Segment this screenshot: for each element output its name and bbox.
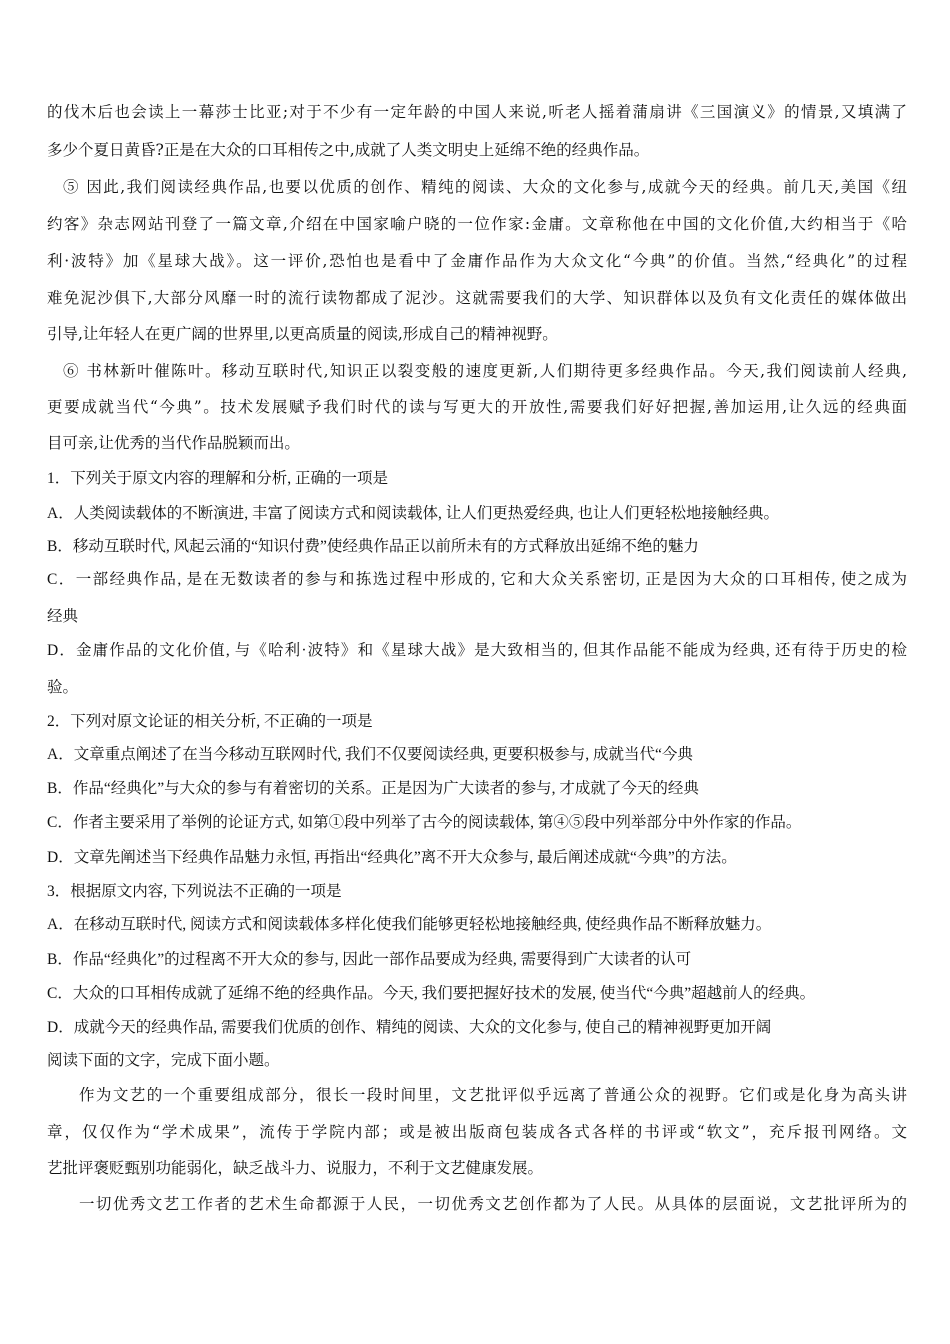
passage-a-p4-line-1: 的伐木后也会读上一幕莎士比亚;对于不少有一定年龄的中国人来说,听老人摇着蒲扇讲《三国演义》的情景,又填满了 [47, 103, 907, 121]
question-1-option-d-line-1: D．金庸作品的文化价值, 与《哈利·波特》和《星球大战》是大致相当的, 但其作品能不能成为经典, 还有待于历史的检 [47, 642, 907, 659]
passage-b-p1-line-3: 艺批评褒贬甄别功能弱化，缺乏战斗力、说服力，不利于文艺健康发展。 [47, 1159, 544, 1177]
passage-a-p5-line-3: 利·波特》加《星球大战》。这一评价,恐怕也是看中了金庸作品作为大众文化“今典”的价值。当然,“经典化”的过程 [47, 252, 907, 270]
question-2-option-a: A．文章重点阐述了在当今移动互联网时代, 我们不仅要阅读经典, 更要积极参与, 成就当代“今典 [47, 746, 693, 763]
question-1-option-b: B．移动互联时代, 风起云涌的“知识付费”使经典作品正以前所未有的方式释放出延绵不绝的魅力 [47, 538, 699, 555]
passage-a-p6-line-3: 目可亲,让优秀的当代作品脱颖而出。 [47, 434, 300, 452]
question-2-option-d: D．文章先阐述当下经典作品魅力永恒, 再指出“经典化”离不开大众参与, 最后阐述成就“今典”的方法。 [47, 849, 737, 866]
passage-a-p5-line-1: ⑤ 因此,我们阅读经典作品,也要以优质的创作、精纯的阅读、大众的文化参与,成就今天的经典。前几天,美国《纽 [63, 178, 907, 196]
passage-b-p1-line-1: 作为文艺的一个重要组成部分，很长一段时间里，文艺批评似乎远离了普通公众的视野。它们或是化身为高头讲 [79, 1086, 907, 1104]
question-1-option-a: A．人类阅读载体的不断演进, 丰富了阅读方式和阅读载体, 让人们更热爱经典, 也让人们更轻松地接触经典。 [47, 505, 779, 522]
question-2-stem: 2．下列对原文论证的相关分析, 不正确的一项是 [47, 713, 373, 730]
passage-b-p2-line-1: 一切优秀文艺工作者的艺术生命都源于人民，一切优秀文艺创作都为了人民。从具体的层面说，文艺批评所为的 [79, 1195, 907, 1213]
question-2-option-b: B．作品“经典化”与大众的参与有着密切的关系。正是因为广大读者的参与, 才成就了今天的经典 [47, 780, 699, 797]
question-1-option-c-line-2: 经典 [47, 608, 79, 625]
question-2-option-c: C．作者主要采用了举例的论证方式, 如第①段中列举了古今的阅读载体, 第④⑤段中列举部分中外作家的作品。 [47, 814, 802, 831]
question-3-stem: 3．根据原文内容, 下列说法不正确的一项是 [47, 883, 342, 900]
question-1-option-c-line-1: C．一部经典作品, 是在无数读者的参与和拣选过程中形成的, 它和大众关系密切, 正是因为大众的口耳相传, 使之成为 [47, 571, 907, 588]
passage-a-p5-line-2: 约客》杂志网站刊登了一篇文章,介绍在中国家喻户晓的一位作家:金庸。文章称他在中国的文化价值,大约相当于《哈 [47, 215, 907, 233]
question-3-option-a: A．在移动互联时代, 阅读方式和阅读载体多样化使我们能够更轻松地接触经典, 使经典作品不断释放魅力。 [47, 916, 772, 933]
passage-a-p5-line-5: 引导,让年轻人在更广阔的世界里,以更高质量的阅读,形成自己的精神视野。 [47, 325, 558, 343]
passage-a-p6-line-1: ⑥ 书林新叶催陈叶。移动互联时代,知识正以裂变般的速度更新,人们期待更多经典作品。今天,我们阅读前人经典, [63, 362, 907, 380]
passage-a-p6-line-2: 更要成就当代“今典”。技术发展赋予我们时代的读与写更大的开放性,需要我们好好把握,善加运用,让久远的经典面 [47, 398, 907, 416]
question-1-option-d-line-2: 验。 [47, 679, 79, 696]
question-1-stem: 1．下列关于原文内容的理解和分析, 正确的一项是 [47, 470, 389, 487]
passage-a-p5-line-4: 难免泥沙俱下,大部分风靡一时的流行读物都成了泥沙。这就需要我们的大学、知识群体以及负有文化责任的媒体做出 [47, 289, 907, 307]
passage-a-p4-line-2: 多少个夏日黄昏?正是在大众的口耳相传之中,成就了人类文明史上延绵不绝的经典作品。 [47, 141, 650, 159]
passage-b-instruction: 阅读下面的文字，完成下面小题。 [47, 1052, 280, 1069]
question-3-option-d: D．成就今天的经典作品, 需要我们优质的创作、精纯的阅读、大众的文化参与, 使自己的精神视野更加开阔 [47, 1019, 772, 1036]
question-3-option-b: B．作品“经典化”的过程离不开大众的参与, 因此一部作品要成为经典, 需要得到广大读者的认可 [47, 951, 692, 968]
passage-b-p1-line-2: 章，仅仅作为“学术成果”，流传于学院内部；或是被出版商包装成各式各样的书评或“软文”，充斥报刊网络。文 [47, 1123, 907, 1141]
question-3-option-c: C．大众的口耳相传成就了延绵不绝的经典作品。今天, 我们要把握好技术的发展, 使当代“今典”超越前人的经典。 [47, 985, 816, 1002]
